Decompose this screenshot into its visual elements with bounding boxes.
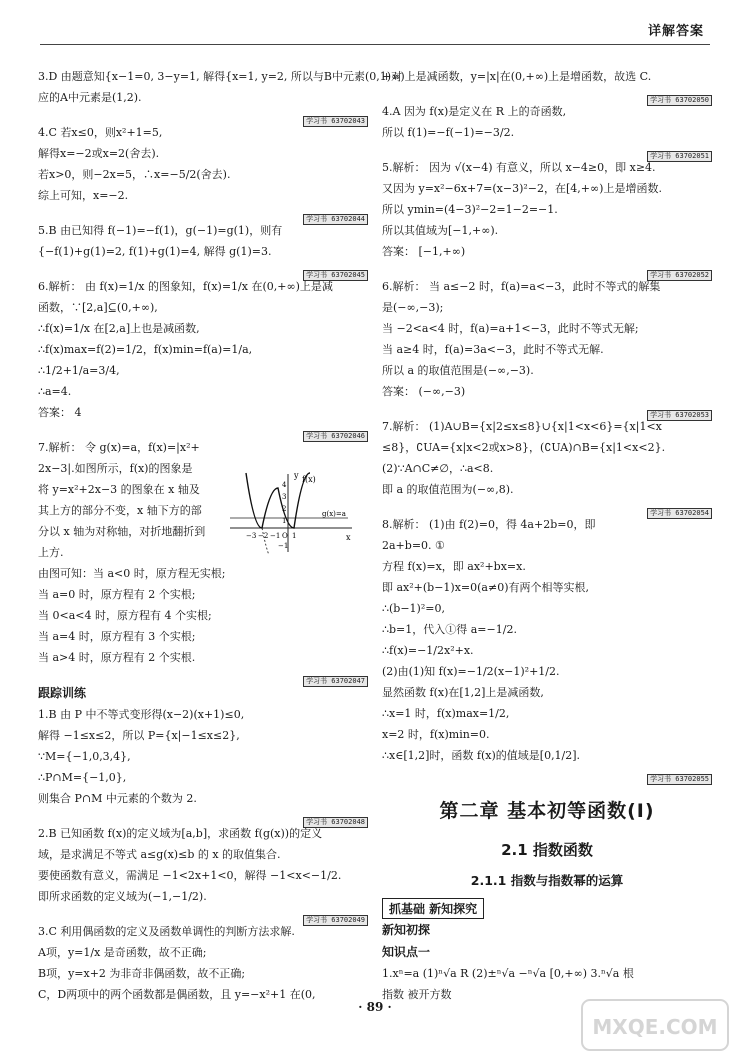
x-axis-label: x [346, 533, 351, 542]
text-line: 要使函数有意义，需满足 −1<2x+1<0，解得 −1<x<−1/2. [38, 869, 342, 882]
text-line: ∴(b−1)²=0, [382, 602, 445, 615]
answer-code-stamp: 学习书 63702055 [647, 774, 712, 785]
text-line: 答案： (−∞,−3) [382, 385, 466, 398]
text-line: 7.解析： 令 g(x)=a，f(x)=|x²+ [38, 441, 200, 454]
fx-curve [246, 473, 310, 528]
text-line: ∴a=4. [38, 385, 72, 398]
text-line: ∴x=1 时，f(x)max=1/2, [382, 707, 510, 720]
text-line: 显然函数 f(x)在[1,2]上是减函数, [382, 686, 544, 699]
subheading: 知识点一 [382, 945, 431, 959]
text-line: {−f(1)+g(1)=2, f(1)+g(1)=4, 解得 g(1)=3. [38, 245, 272, 258]
text-line: 当 a>4 时，原方程有 2 个实根. [38, 651, 196, 664]
text-line: 域，是求满足不等式 a≤g(x)≤b 的 x 的取值集合. [38, 848, 281, 861]
page-number: · 89 · [358, 1000, 392, 1014]
text-line: 5.B 由已知得 f(−1)=−f(1)，g(−1)=g(1)，则有 [38, 224, 283, 237]
text-line: ∴x∈[1,2]时，函数 f(x)的值域是[0,1/2]. [382, 749, 581, 762]
text-line: A项，y=1/x 是奇函数，故不正确; [38, 946, 207, 959]
answer-code-row [382, 262, 712, 279]
text-line: 7.解析： (1)A∪B={x|2≤x≤8}∪{x|1<x<6}={x|1<x [382, 420, 662, 433]
text-line: 4.A 因为 f(x)是定义在 R 上的奇函数, [382, 105, 567, 118]
text-line: ∴f(x)=1/x 在[2,a]上也是减函数, [38, 322, 200, 335]
answer-code-stamp: 学习书 63702046 [303, 431, 368, 442]
text-line: 即 a 的取值范围为(−∞,8). [382, 483, 514, 496]
text-line: 6.解析： 由 f(x)=1/x 的图象知，f(x)=1/x 在(0,+∞)上是减 [38, 280, 333, 293]
answer-code-stamp: 学习书 63702050 [647, 95, 712, 106]
text-line: 将 y=x²+2x−3 的图象在 x 轴及 [38, 483, 200, 496]
text-line: 1.xⁿ=a (1)ⁿ√a R (2)±ⁿ√a −ⁿ√a [0,+∞) 3.ⁿ√a 根 [382, 967, 634, 980]
fx-label: f(x) [302, 475, 316, 484]
text-line: 综上可知，x=−2. [38, 189, 129, 202]
page-header-title: 详解答案 [647, 24, 704, 39]
text-line: x=2 时，f(x)min=0. [382, 728, 490, 741]
text-line: 2a+b=0. ① [382, 539, 445, 552]
text-line: 1.B 由 P 中不等式变形得(x−2)(x+1)≤0, [38, 708, 245, 721]
text-line: ∴P∩M={−1,0}, [38, 771, 127, 784]
answer-code-row [382, 87, 712, 104]
answer-code-row [38, 809, 368, 826]
text-line: 所以 a 的取值范围是(−∞,−3). [382, 364, 534, 377]
chapter-title: 第二章 基本初等函数(Ⅰ) [439, 800, 655, 822]
y-axis-label: y [294, 471, 299, 480]
tick-y: 1 [282, 517, 287, 525]
answer-code-stamp: 学习书 63702053 [647, 410, 712, 421]
text-line: 当 a=4 时，原方程有 3 个实根; [38, 630, 196, 643]
watermark-logo [580, 998, 730, 1052]
answer-code-stamp: 学习书 63702044 [303, 214, 368, 225]
answer-code-stamp: 学习书 63702045 [303, 270, 368, 281]
text-line: 其上方的部分不变，x 轴下方的部 [38, 504, 202, 517]
section-title: 2.1 指数函数 [501, 841, 593, 859]
answer-code-row [38, 108, 368, 125]
text-line: 分以 x 轴为对称轴，对折地翻折到 [38, 525, 206, 538]
graph-svg [226, 468, 356, 554]
text-line: 是(−∞,−3); [382, 301, 444, 314]
origin-label: O [282, 532, 288, 540]
text-line: 所以 ymin=(4−3)²−2=1−2=−1. [382, 203, 558, 216]
answer-code-stamp: 学习书 63702051 [647, 151, 712, 162]
tick-y: 2 [282, 505, 287, 513]
tick-y: 4 [282, 481, 287, 489]
text-line: ∵M={−1,0,3,4}, [38, 750, 131, 763]
text-line: (2)∵A∩C≠∅，∴a<8. [382, 462, 494, 475]
answer-code-row [382, 766, 712, 783]
answer-code-stamp: 学习书 63702054 [647, 508, 712, 519]
text-line: ∴1/2+1/a=3/4, [38, 364, 120, 377]
text-line: 即 ax²+(b−1)x=0(a≠0)有两个相等实根, [382, 581, 589, 594]
text-line: 即所求函数的定义域为(−1,−1/2). [38, 890, 207, 903]
text-line: 解得 −1≤x≤2，所以 P={x|−1≤x≤2}, [38, 729, 240, 742]
text-line: 3.D 由题意知{x−1=0, 3−y=1, 解得{x=1, y=2, 所以与B中元素(0,1)对 [38, 70, 403, 83]
text-line: ∴f(x)=−1/2x²+x. [382, 644, 474, 657]
text-line: 所以 f(1)=−f(−1)=−3/2. [382, 126, 515, 139]
answer-code-stamp: 学习书 63702049 [303, 915, 368, 926]
tick-x: −1 [270, 532, 281, 540]
answer-code-row [382, 500, 712, 517]
tick-x: 1 [292, 532, 297, 540]
text-line: 6.解析： 当 a≤−2 时，f(a)=a<−3，此时不等式的解集 [382, 280, 661, 293]
tick-x: −3 [246, 532, 257, 540]
text-line: 当 a≥4 时，f(a)=3a<−3，此时不等式无解. [382, 343, 604, 356]
answer-code-stamp: 学习书 63702052 [647, 270, 712, 281]
text-line: ∴b=1，代入①得 a=−1/2. [382, 623, 517, 636]
tick-y: 3 [282, 493, 287, 501]
text-line: 应的A中元素是(1,2). [38, 91, 142, 104]
text-line: 当 −2<a<4 时，f(a)=a+1<−3，此时不等式无解; [382, 322, 639, 335]
answer-code-stamp: 学习书 63702043 [303, 116, 368, 127]
header-rule [40, 44, 710, 45]
text-line: 则集合 P∩M 中元素的个数为 2. [38, 792, 197, 805]
text-line: 3.C 利用偶函数的定义及函数单调性的判断方法求解. [38, 925, 295, 938]
text-line: 2.B 已知函数 f(x)的定义域为[a,b]，求函数 f(g(x))的定义 [38, 827, 323, 840]
text-line: 由图可知：当 a<0 时，原方程无实根; [38, 567, 226, 580]
text-line: 函数，∵[2,a]⊆(0,+∞), [38, 301, 158, 314]
text-line: C，D两项中的两个函数都是偶函数，且 y=−x²+1 在(0, [38, 988, 316, 1001]
function-graph [226, 468, 356, 558]
answer-code-row [38, 262, 368, 279]
answer-code-row [38, 206, 368, 223]
text-line: +∞)上是减函数，y=|x|在(0,+∞)上是增函数，故选 C. [382, 70, 652, 83]
right-column [382, 66, 712, 1005]
text-line: 所以其值域为[−1,+∞). [382, 224, 499, 237]
text-line: B项，y=x+2 为非奇非偶函数，故不正确; [38, 967, 246, 980]
text-line: 解得x=−2或x=2(舍去). [38, 147, 160, 160]
text-line: ∴f(x)max=f(2)=1/2，f(x)min=f(a)=1/a, [38, 343, 253, 356]
subheading: 跟踪训练 [38, 686, 87, 700]
box-title: 抓基础 新知探究 [382, 898, 484, 919]
answer-code-row [38, 668, 368, 685]
text-line: 答案： 4 [38, 406, 82, 419]
text-line: 当 a=0 时，原方程有 2 个实根; [38, 588, 196, 601]
text-line: 4.C 若x≤0，则x²+1=5, [38, 126, 163, 139]
answer-code-row [382, 402, 712, 419]
subheading: 新知初探 [382, 923, 431, 937]
text-line: 5.解析： 因为 √(x−4) 有意义，所以 x−4≥0，即 x≥4. [382, 161, 656, 174]
answer-code-row [38, 907, 368, 924]
gx-label: g(x)=a [322, 510, 346, 518]
answer-code-stamp: 学习书 63702048 [303, 817, 368, 828]
text-line: ≤8}，∁UA={x|x<2或x>8}，(∁UA)∩B={x|1<x<2}. [382, 441, 666, 454]
text-line: 上方. [38, 546, 64, 559]
answer-code-row [38, 423, 368, 440]
text-line: 2x−3|.如图所示，f(x)的图象是 [38, 462, 193, 475]
text-line: 指数 被开方数 [382, 988, 452, 1001]
subsection-title: 2.1.1 指数与指数幂的运算 [470, 873, 624, 888]
answer-code-stamp: 学习书 63702047 [303, 676, 368, 687]
text-line: 8.解析： (1)由 f(2)=0，得 4a+2b=0，即 [382, 518, 596, 531]
text-line: 方程 f(x)=x，即 ax²+bx=x. [382, 560, 526, 573]
answer-code-row [382, 143, 712, 160]
tick-y: −1 [278, 542, 289, 550]
svg-text:MXQE.COM: MXQE.COM [592, 1015, 718, 1039]
text-line: 若x>0，则−2x=5，∴x=−5/2(舍去). [38, 168, 231, 181]
tick-x: −2 [258, 532, 269, 540]
text-line: 又因为 y=x²−6x+7=(x−3)²−2，在[4,+∞)上是增函数. [382, 182, 662, 195]
text-line: 答案： [−1,+∞) [382, 245, 466, 258]
text-line: 当 0<a<4 时，原方程有 4 个实根; [38, 609, 212, 622]
text-line: (2)由(1)知 f(x)=−1/2(x−1)²+1/2. [382, 665, 560, 678]
